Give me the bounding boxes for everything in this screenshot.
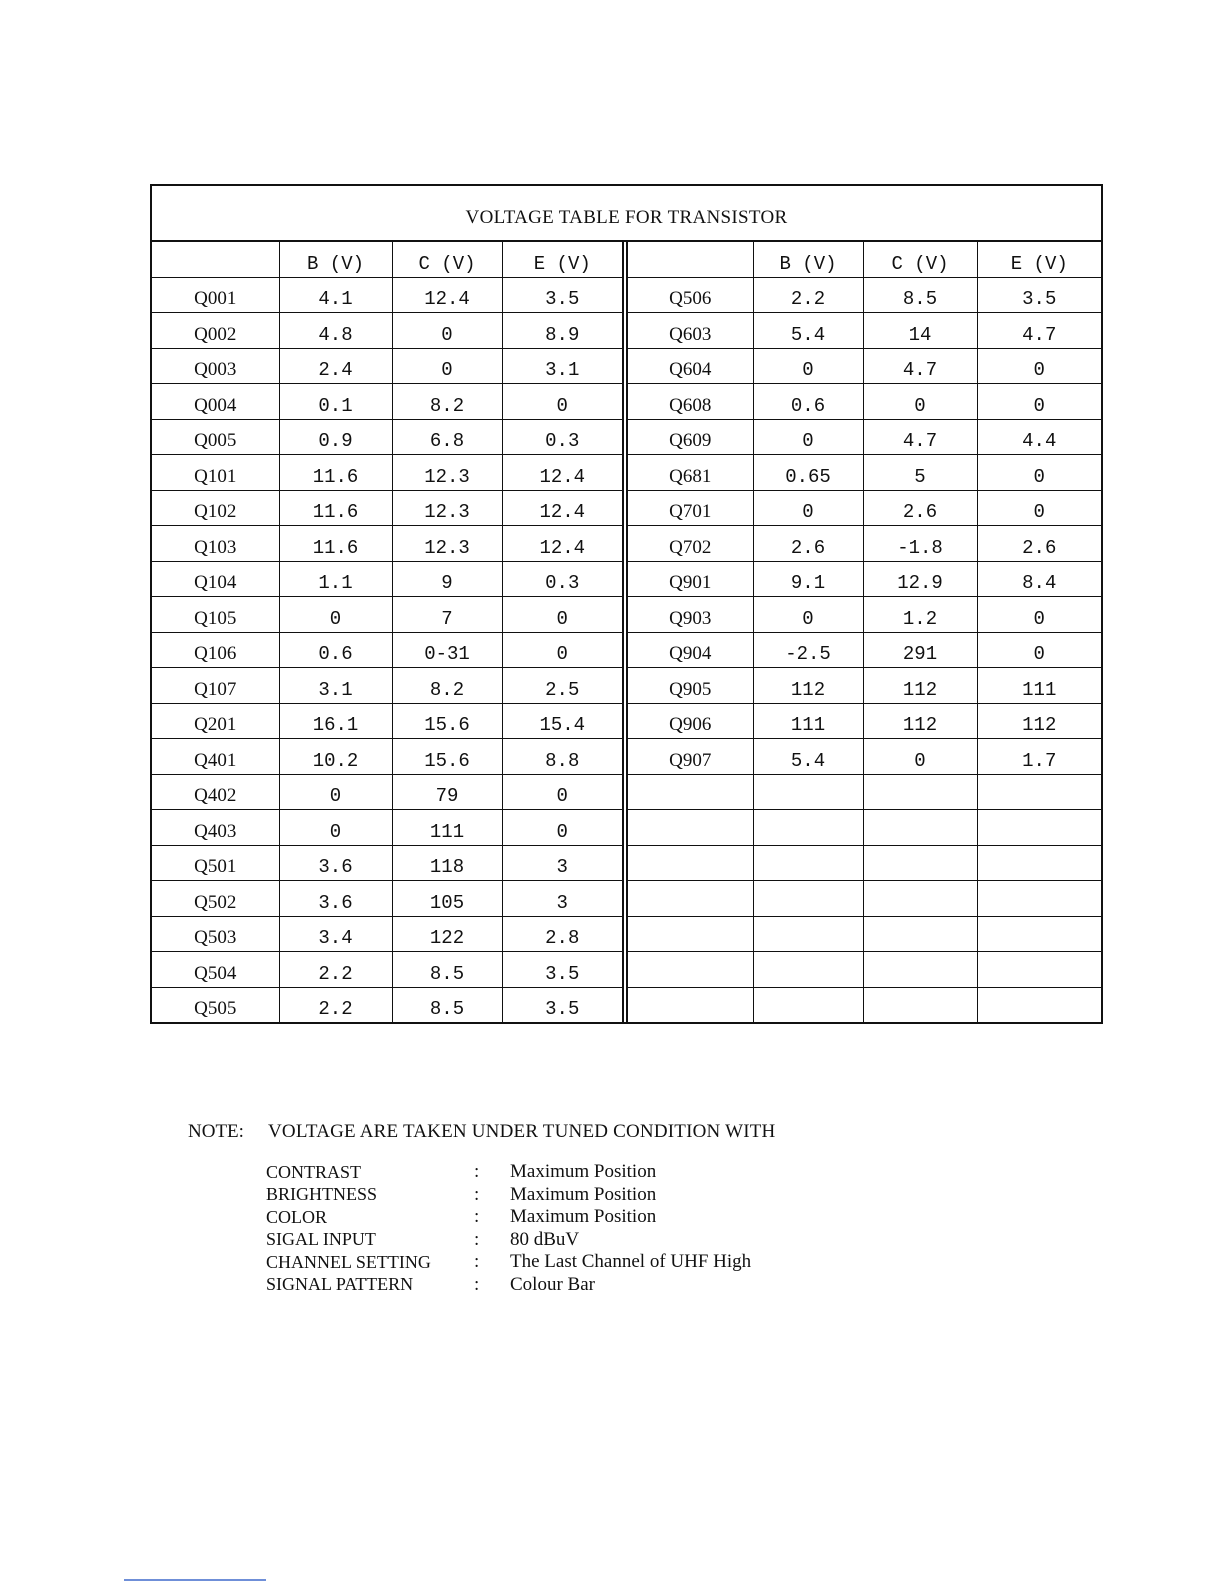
voltage-c: 2.6 [863, 490, 977, 526]
voltage-c: 0 [863, 739, 977, 775]
voltage-e: 4.7 [977, 313, 1101, 349]
table-row [152, 455, 622, 491]
voltage-c: 4.7 [863, 348, 977, 384]
voltage-b: 11.6 [279, 526, 392, 562]
voltage-c: 112 [863, 703, 977, 739]
transistor-name: Q505 [152, 987, 279, 1022]
voltage-e: 0 [977, 348, 1101, 384]
table-row [152, 952, 622, 988]
voltage-c: 6.8 [392, 419, 502, 455]
table-row [625, 348, 1101, 384]
voltage-c: 79 [392, 774, 502, 810]
voltage-b: 2.2 [753, 277, 863, 313]
voltage-c: 15.6 [392, 703, 502, 739]
voltage-e [977, 987, 1101, 1022]
transistor-name [625, 810, 753, 846]
table-row [152, 526, 622, 562]
voltage-b: 2.6 [753, 526, 863, 562]
condition-row [266, 1229, 906, 1252]
condition-colon: : [474, 1273, 480, 1295]
table-row [152, 419, 622, 455]
voltage-c: 8.2 [392, 668, 502, 704]
transistor-name: Q201 [152, 703, 279, 739]
transistor-name: Q701 [625, 490, 753, 526]
transistor-name: Q003 [152, 348, 279, 384]
voltage-c: 15.6 [392, 739, 502, 775]
voltage-c: 12.9 [863, 561, 977, 597]
table-row [152, 774, 622, 810]
header-row [152, 242, 622, 277]
voltage-b [753, 774, 863, 810]
condition-name: BRIGHTNESS [266, 1184, 378, 1205]
transistor-name: Q005 [152, 419, 279, 455]
voltage-e [977, 952, 1101, 988]
voltage-e: 0 [977, 384, 1101, 420]
voltage-c: 0 [392, 313, 502, 349]
table-row [625, 419, 1101, 455]
condition-colon: : [474, 1228, 480, 1250]
transistor-name: Q102 [152, 490, 279, 526]
condition-name: CHANNEL SETTING [266, 1251, 431, 1272]
table-row [625, 881, 1101, 917]
table-row [152, 987, 622, 1022]
voltage-e: 2.8 [502, 916, 622, 952]
table-row [152, 881, 622, 917]
voltage-b: 0 [753, 490, 863, 526]
condition-row [266, 1161, 906, 1184]
header-row [625, 242, 1101, 277]
voltage-b: 9.1 [753, 561, 863, 597]
voltage-c [863, 952, 977, 988]
voltage-e: 2.6 [977, 526, 1101, 562]
transistor-name: Q702 [625, 526, 753, 562]
table-row [625, 810, 1101, 846]
voltage-c: 122 [392, 916, 502, 952]
table-row [152, 845, 622, 881]
voltage-b: 5.4 [753, 739, 863, 775]
header-emitter: E (V) [502, 242, 622, 277]
voltage-c [863, 987, 977, 1022]
voltage-e: 0 [977, 597, 1101, 633]
voltage-b: 112 [753, 668, 863, 704]
voltage-b: 2.4 [279, 348, 392, 384]
voltage-b: 11.6 [279, 455, 392, 491]
footer-rule [124, 1579, 266, 1581]
table-row [625, 313, 1101, 349]
header-blank [625, 242, 753, 277]
voltage-e: 0 [977, 455, 1101, 491]
voltage-e: 0 [502, 384, 622, 420]
table-row [152, 597, 622, 633]
voltage-c: 8.2 [392, 384, 502, 420]
voltage-c: 14 [863, 313, 977, 349]
condition-name: CONTRAST [266, 1161, 362, 1182]
voltage-b: 10.2 [279, 739, 392, 775]
voltage-e: 15.4 [502, 703, 622, 739]
voltage-b: 0 [753, 419, 863, 455]
voltage-c: -1.8 [863, 526, 977, 562]
transistor-name: Q107 [152, 668, 279, 704]
table-row [625, 774, 1101, 810]
condition-colon: : [474, 1206, 480, 1228]
voltage-c: 0 [863, 384, 977, 420]
voltage-e: 0 [502, 774, 622, 810]
transistor-name: Q604 [625, 348, 753, 384]
header-emitter: E (V) [977, 242, 1101, 277]
voltage-c: 4.7 [863, 419, 977, 455]
voltage-e [977, 845, 1101, 881]
table-row [625, 384, 1101, 420]
transistor-name: Q101 [152, 455, 279, 491]
voltage-b [753, 810, 863, 846]
transistor-name: Q001 [152, 277, 279, 313]
transistor-name: Q104 [152, 561, 279, 597]
voltage-b: 3.6 [279, 881, 392, 917]
voltage-c: 0-31 [392, 632, 502, 668]
transistor-name: Q603 [625, 313, 753, 349]
transistor-name: Q903 [625, 597, 753, 633]
voltage-e: 8.9 [502, 313, 622, 349]
voltage-c: 0 [392, 348, 502, 384]
voltage-c: 291 [863, 632, 977, 668]
voltage-c [863, 774, 977, 810]
condition-colon: : [474, 1251, 480, 1273]
transistor-name: Q504 [152, 952, 279, 988]
voltage-e: 12.4 [502, 490, 622, 526]
table-row [625, 668, 1101, 704]
voltage-e: 3.5 [545, 998, 580, 1020]
voltage-e: 111 [977, 668, 1101, 704]
transistor-name: Q608 [625, 384, 753, 420]
voltage-b: 11.6 [279, 490, 392, 526]
condition-value: The Last Channel of UHF High [510, 1251, 752, 1273]
voltage-e: 1.7 [977, 739, 1101, 775]
transistor-name [625, 774, 753, 810]
table-row [625, 987, 1101, 1022]
header-blank [152, 242, 279, 277]
voltage-c: 7 [392, 597, 502, 633]
table-row [152, 739, 622, 775]
header-base: B (V) [279, 242, 392, 277]
voltage-b: 4.1 [279, 277, 392, 313]
voltage-b: 5.4 [753, 313, 863, 349]
voltage-e [977, 881, 1101, 917]
condition-row [266, 1184, 906, 1207]
header-collector: C (V) [863, 242, 977, 277]
condition-row [266, 1206, 906, 1229]
voltage-b [753, 987, 863, 1022]
voltage-b: 0 [279, 810, 392, 846]
transistor-name: Q609 [625, 419, 753, 455]
voltage-b: 0.6 [279, 632, 392, 668]
condition-name: SIGNAL PATTERN [266, 1274, 414, 1295]
condition-colon: : [474, 1183, 480, 1205]
transistor-name [625, 987, 753, 1022]
voltage-b: 3.6 [279, 845, 392, 881]
voltage-e: 0 [502, 597, 622, 633]
table-row [625, 703, 1101, 739]
note-intro: VOLTAGE ARE TAKEN UNDER TUNED CONDITION WITH [268, 1121, 776, 1142]
transistor-name [625, 916, 753, 952]
voltage-c: 12.3 [392, 455, 502, 491]
voltage-e: 8.4 [977, 561, 1101, 597]
voltage-c: 8.5 [392, 952, 502, 988]
header-collector: C (V) [392, 242, 502, 277]
condition-value: Colour Bar [510, 1273, 595, 1295]
note-heading [188, 1121, 775, 1143]
condition-value: Maximum Position [510, 1206, 657, 1228]
transistor-name: Q004 [152, 384, 279, 420]
voltage-e: 3.1 [502, 348, 622, 384]
voltage-e: 3.5 [977, 277, 1101, 313]
condition-row [266, 1251, 906, 1274]
condition-name: SIGAL INPUT [266, 1229, 376, 1250]
voltage-c: 105 [392, 881, 502, 917]
voltage-e: 8.8 [502, 739, 622, 775]
voltage-b: 0.9 [279, 419, 392, 455]
transistor-name: Q904 [625, 632, 753, 668]
table-title: VOLTAGE TABLE FOR TRANSISTOR [152, 186, 1101, 242]
voltage-b [753, 881, 863, 917]
condition-list [266, 1161, 906, 1296]
voltage-b: 0.1 [279, 384, 392, 420]
voltage-e: 0 [502, 810, 622, 846]
table-row [625, 845, 1101, 881]
condition-value: Maximum Position [510, 1183, 657, 1205]
voltage-c: 118 [392, 845, 502, 881]
transistor-name [625, 845, 753, 881]
voltage-c: 5 [863, 455, 977, 491]
voltage-e: 112 [977, 703, 1101, 739]
voltage-b [753, 916, 863, 952]
transistor-name: Q501 [152, 845, 279, 881]
voltage-c: 8.5 [392, 987, 502, 1022]
voltage-c: 12.4 [392, 277, 502, 313]
left-half-table [152, 242, 622, 1022]
table-row [152, 277, 622, 313]
transistor-name: Q907 [625, 739, 753, 775]
voltage-b: 3.1 [279, 668, 392, 704]
voltage-e: 2.5 [502, 668, 622, 704]
voltage-b: 1.1 [279, 561, 392, 597]
table-row [152, 348, 622, 384]
transistor-name: Q401 [152, 739, 279, 775]
voltage-c: 111 [392, 810, 502, 846]
transistor-name: Q901 [625, 561, 753, 597]
voltage-b: 16.1 [279, 703, 392, 739]
voltage-c: 1.2 [863, 597, 977, 633]
table-row [152, 490, 622, 526]
note-label: NOTE: [188, 1121, 244, 1142]
table-row [625, 632, 1101, 668]
transistor-name: Q402 [152, 774, 279, 810]
condition-name: COLOR [266, 1206, 328, 1227]
voltage-c: 9 [392, 561, 502, 597]
voltage-c: 8.5 [863, 277, 977, 313]
condition-value: Maximum Position [510, 1161, 657, 1183]
voltage-b [753, 845, 863, 881]
voltage-c [863, 845, 977, 881]
transistor-name [625, 952, 753, 988]
table-row [152, 703, 622, 739]
voltage-b: 2.2 [279, 987, 392, 1022]
voltage-e: 3 [502, 845, 622, 881]
voltage-b [753, 952, 863, 988]
transistor-name: Q502 [152, 881, 279, 917]
voltage-e: 0 [502, 632, 622, 668]
voltage-b: 0.6 [753, 384, 863, 420]
table-row [152, 561, 622, 597]
voltage-b: 0 [279, 774, 392, 810]
voltage-b: 0.65 [753, 455, 863, 491]
voltage-e: 12.4 [502, 526, 622, 562]
voltage-b: 2.2 [279, 952, 392, 988]
table-row [152, 916, 622, 952]
notes-section [188, 1121, 776, 1295]
voltage-c: 12.3 [392, 526, 502, 562]
voltage-table [150, 184, 1103, 1024]
table-row [625, 277, 1101, 313]
voltage-c [863, 916, 977, 952]
voltage-c: 12.3 [392, 490, 502, 526]
voltage-b: 111 [753, 703, 863, 739]
voltage-e: 3.5 [502, 277, 622, 313]
table-row [625, 490, 1101, 526]
table-row [625, 455, 1101, 491]
voltage-c [863, 881, 977, 917]
transistor-name: Q506 [625, 277, 753, 313]
transistor-name: Q002 [152, 313, 279, 349]
voltage-c: 112 [863, 668, 977, 704]
header-base: B (V) [753, 242, 863, 277]
table-body [152, 242, 1101, 1022]
table-row [625, 561, 1101, 597]
voltage-e: 0 [977, 632, 1101, 668]
voltage-c [863, 810, 977, 846]
voltage-e [977, 774, 1101, 810]
condition-colon: : [474, 1161, 480, 1183]
condition-value: 80 dBuV [510, 1228, 580, 1250]
transistor-name: Q106 [152, 632, 279, 668]
voltage-b: 0 [279, 597, 392, 633]
table-row [152, 313, 622, 349]
condition-row [266, 1274, 906, 1297]
voltage-e: 12.4 [502, 455, 622, 491]
table-row [625, 739, 1101, 775]
table-row [152, 668, 622, 704]
table-row [625, 597, 1101, 633]
voltage-b: 3.4 [279, 916, 392, 952]
table-row [152, 810, 622, 846]
transistor-name: Q681 [625, 455, 753, 491]
voltage-b: 0 [753, 597, 863, 633]
table-row [625, 952, 1101, 988]
voltage-b: 0 [753, 348, 863, 384]
voltage-e: 4.4 [977, 419, 1101, 455]
voltage-e [977, 810, 1101, 846]
table-row [625, 916, 1101, 952]
voltage-b: -2.5 [753, 632, 863, 668]
right-half-table [622, 242, 1101, 1022]
transistor-name: Q105 [152, 597, 279, 633]
transistor-name [625, 881, 753, 917]
voltage-e: 3 [502, 881, 622, 917]
transistor-name: Q906 [625, 703, 753, 739]
transistor-name: Q103 [152, 526, 279, 562]
voltage-e: 0 [977, 490, 1101, 526]
table-row [152, 632, 622, 668]
transistor-name: Q503 [152, 916, 279, 952]
voltage-e [977, 916, 1101, 952]
voltage-e: 0.3 [502, 419, 622, 455]
voltage-e: 0.3 [502, 561, 622, 597]
table-row [625, 526, 1101, 562]
transistor-name: Q905 [625, 668, 753, 704]
table-row [152, 384, 622, 420]
transistor-name: Q403 [152, 810, 279, 846]
voltage-e: 3.5 [502, 952, 622, 988]
voltage-b: 4.8 [279, 313, 392, 349]
